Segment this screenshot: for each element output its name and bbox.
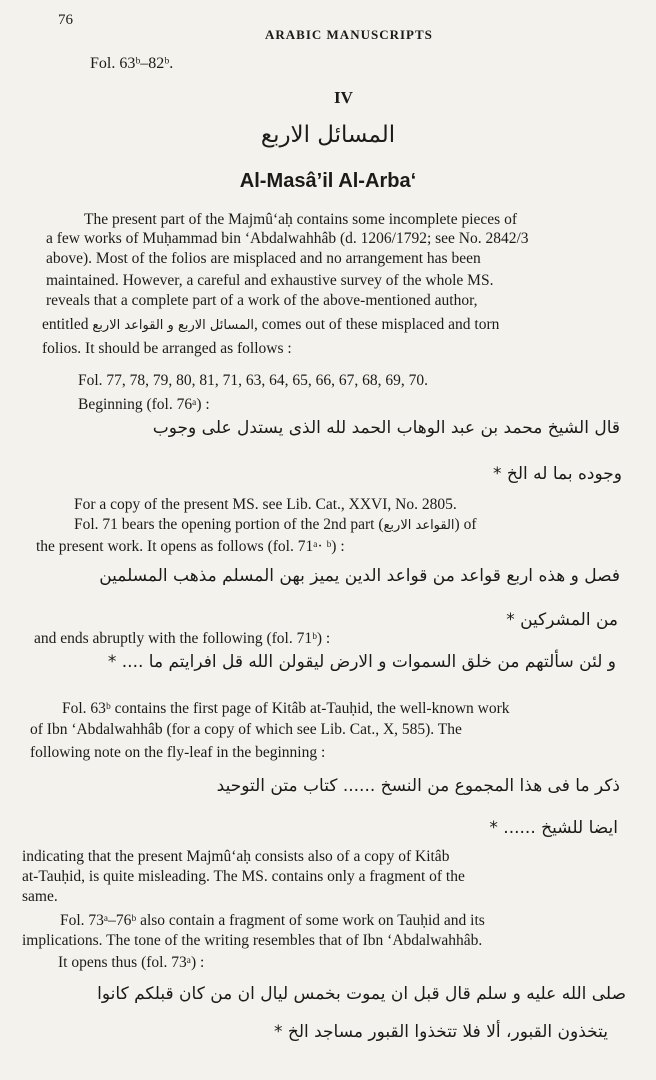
intro-line: above). Most of the folios are misplaced and no arrangement has been xyxy=(46,250,481,267)
arabic-quote-line: ذكر ما فى هذا المجموع من النسخ ...... كتاب متن التوحيد xyxy=(216,776,620,796)
fol71-line xyxy=(74,516,477,534)
folio-range: Fol. 63ᵇ–82ᵇ. xyxy=(90,55,174,72)
fol71-post: ) of xyxy=(454,516,477,533)
arabic-quote-line: يتخذون القبور، ألا فلا تتخذوا القبور مساجد الخ * xyxy=(273,1022,608,1042)
arabic-quote-line: قال الشيخ محمد بن عبد الوهاب الحمد لله الذى يستدل على وجوب xyxy=(152,418,620,438)
intro-line: maintained. However, a careful and exhaustive survey of the whole MS. xyxy=(46,272,494,289)
folio-order: Fol. 77, 78, 79, 80, 81, 71, 63, 64, 65, 66, 67, 68, 69, 70. xyxy=(78,372,429,389)
intro-line: a few works of Muḥammad bin ‘Abdalwahhâb (d. 1206/1792; see No. 2842/3 xyxy=(46,230,529,247)
fol63-text: Fol. 63ᵇ contains the first page of Kitâb at-Tauḥid, the well-known work xyxy=(62,700,510,717)
entitled-arabic: المسائل الاربع و القواعد الاربع xyxy=(92,318,255,333)
fol71-arabic: القواعد الاربع xyxy=(383,518,455,533)
intro-line: folios. It should be arranged as follows : xyxy=(42,340,292,357)
fol73-line: implications. The tone of the writing resembles that of Ibn ‘Abdalwahhâb. xyxy=(22,932,483,949)
beginning-label: Beginning (fol. 76ᵃ) : xyxy=(78,396,210,413)
fol71-pre: Fol. 71 bears the opening portion of the 2nd part ( xyxy=(74,516,384,533)
arabic-quote-line: ايضا للشيخ ...... * xyxy=(489,818,618,838)
arabic-quote-line: صلى الله عليه و سلم قال قبل ان يموت بخمس ليال ان من كان قبلكم كانوا xyxy=(97,984,626,1004)
indicating-line: same. xyxy=(22,888,58,905)
fol63-line: following note on the fly-leaf in the beginning : xyxy=(30,744,326,761)
intro-line-entitled xyxy=(42,316,499,334)
intro-line: The present part of the Majmû‘aḥ contains some incomplete pieces of xyxy=(84,211,517,228)
arabic-quote-line: وجوده بما له الخ * xyxy=(492,464,622,484)
entitled-suffix: , comes out of these misplaced and torn xyxy=(254,316,500,333)
arabic-quote-line: من المشركين * xyxy=(506,610,618,630)
fol73-line: It opens thus (fol. 73ᵃ) : xyxy=(58,954,205,971)
fol63-line xyxy=(62,700,510,718)
running-title: ARABIC MANUSCRIPTS xyxy=(265,27,433,42)
arabic-quote-line: فصل و هذه اربع قواعد من قواعد الدين يميز بهن المسلم مذهب المسلمين xyxy=(99,566,620,586)
fol71-line: the present work. It opens as follows (fol. 71ᵃ· ᵇ) : xyxy=(36,538,345,555)
section-numeral: IV xyxy=(334,88,353,107)
copy-note: For a copy of the present MS. see Lib. Cat., XXVI, No. 2805. xyxy=(74,496,457,513)
indicating-line: indicating that the present Majmû‘aḥ consists also of a copy of Kitâb xyxy=(22,848,450,865)
fol73-line: Fol. 73ᵃ–76ᵇ also contain a fragment of some work on Tauḥid and its xyxy=(60,912,485,929)
intro-line: reveals that a complete part of a work of the above-mentioned author, xyxy=(46,292,478,309)
section-title: Al-Masâ’il Al-Arba‘ xyxy=(239,170,417,192)
arabic-quote-line: و لئن سألتهم من خلق السموات و الارض ليقولن الله قل افرايتم ما .... * xyxy=(107,652,616,672)
page-number: 76 xyxy=(58,12,73,28)
fol63-line: of Ibn ‘Abdalwahhâb (for a copy of which see Lib. Cat., X, 585). The xyxy=(30,721,462,738)
arabic-title: المسائل الاربع xyxy=(260,122,396,148)
ends-label: and ends abruptly with the following (fol. 71ᵇ) : xyxy=(34,630,331,647)
entitled-prefix: entitled xyxy=(42,316,89,333)
indicating-line: at-Tauḥid, is quite misleading. The MS. contains only a fragment of the xyxy=(22,868,465,885)
